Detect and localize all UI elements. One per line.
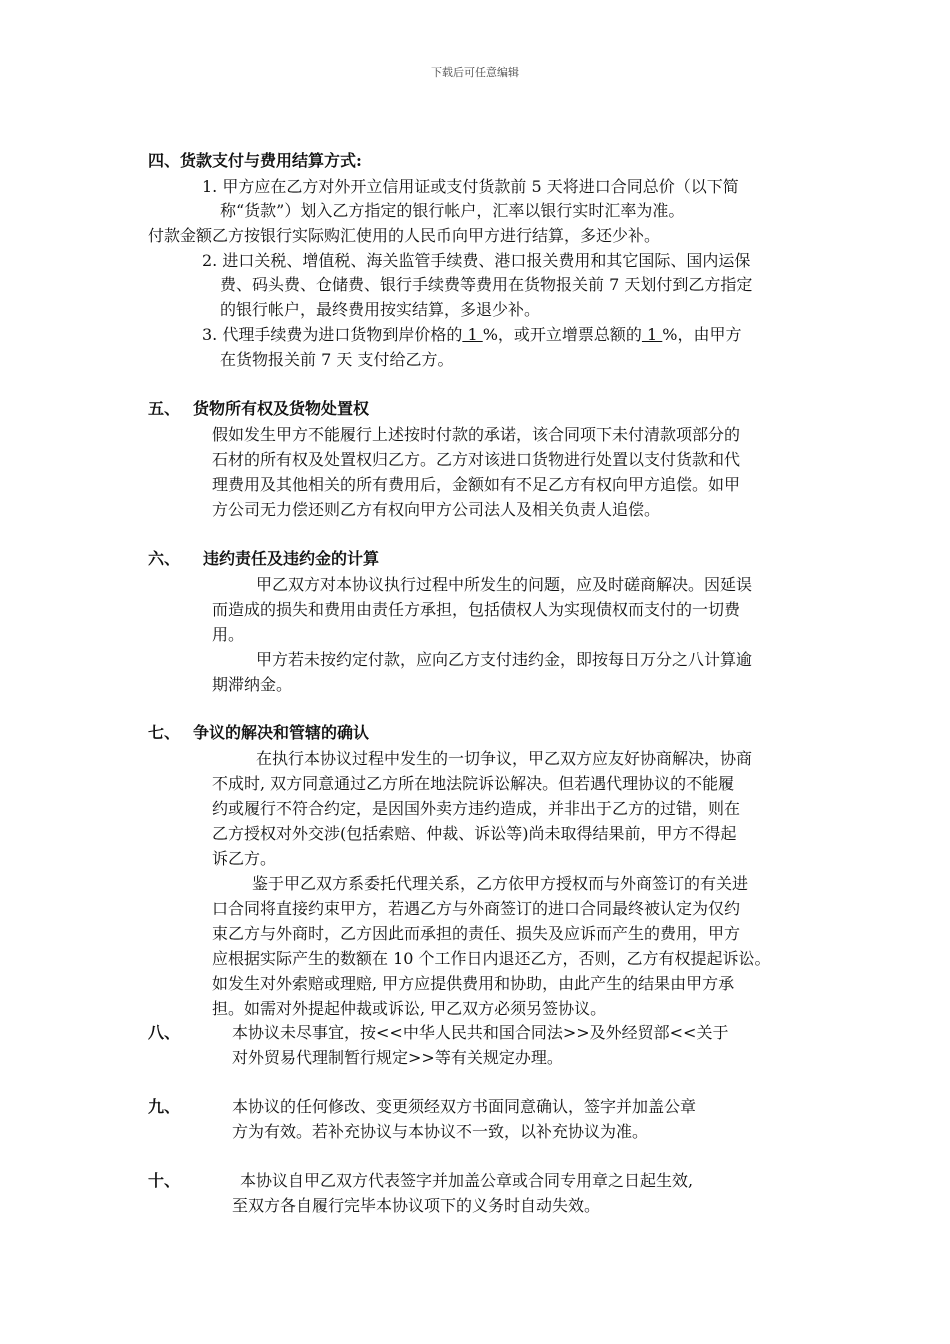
s7-para2-line1: 鉴于甲乙双方系委托代理关系，乙方依甲方授权而与外商签订的有关进 (252, 874, 749, 893)
s7-para2-line6: 担。如需对外提起仲裁或诉讼, 甲乙双方必须另签协议。 (212, 999, 607, 1018)
fee-rate-invoice: 1 (641, 325, 663, 344)
s4-item2-line2: 费、码头费、仓储费、银行手续费等费用在货物报关前 7 天划付到乙方指定 (220, 275, 753, 294)
s7-para1-line4: 乙方授权对外交涉(包括索赔、仲裁、诉讼等)尚未取得结果前，甲方不得起 (212, 824, 737, 843)
s7-para2-line5: 如发生对外索赔或理赔, 甲方应提供费用和协助，由此产生的结果由甲方承 (212, 974, 735, 993)
s5-line2: 石材的所有权及处置权归乙方。乙方对该进口货物进行处置以支付货款和代 (212, 450, 741, 469)
s4-item1-line2: 称“货款”）划入乙方指定的银行帐户，汇率以银行实时汇率为准。 (220, 201, 685, 220)
s9-line2: 方为有效。若补充协议与本协议不一致，以补充协议为准。 (232, 1122, 649, 1141)
section-7-number: 七、 (148, 723, 181, 742)
section-6-number: 六、 (148, 549, 181, 568)
s4-para-line1: 付款金额乙方按银行实际购汇使用的人民币向甲方进行结算，多还少补。 (148, 226, 661, 245)
s4-item3-mid: %，或开立增票总额的 (482, 325, 642, 344)
s4-item2-line3: 的银行帐户，最终费用按实结算，多退少补。 (220, 300, 541, 319)
s4-item3-post: %，由甲方 (662, 325, 742, 344)
s4-item3-line1 (202, 324, 742, 346)
s7-para1-line1: 在执行本协议过程中发生的一切争议，甲乙双方应友好协商解决，协商 (256, 749, 753, 768)
s6-para1-line1: 甲乙双方对本协议执行过程中所发生的问题，应及时磋商解决。因延误 (256, 575, 753, 594)
s10-line2: 至双方各自履行完毕本协议项下的义务时自动失效。 (232, 1196, 601, 1215)
s6-para2-line1: 甲方若未按约定付款，应向乙方支付违约金，即按每日万分之八计算逾 (256, 650, 753, 669)
s4-item1-line1: 1. 甲方应在乙方对外开立信用证或支付货款前 5 天将进口合同总价（以下简 (202, 177, 739, 196)
s6-para1-line2: 而造成的损失和费用由责任方承担，包括债权人为实现债权而支付的一切费 (212, 600, 741, 619)
section-7-title: 争议的解决和管辖的确认 (193, 723, 370, 742)
s7-para1-line3: 约或履行不符合约定，是因国外卖方违约造成，并非出于乙方的过错，则在 (212, 799, 741, 818)
s7-para2-line3: 束乙方与外商时，乙方因此而承担的责任、损失及应诉而产生的费用，甲方 (212, 924, 741, 943)
s5-line4: 方公司无力偿还则乙方有权向甲方公司法人及相关负责人追偿。 (212, 500, 661, 519)
section-5-title: 货物所有权及货物处置权 (193, 399, 370, 418)
s7-para1-line5: 诉乙方。 (212, 849, 277, 868)
s5-line1: 假如发生甲方不能履行上述按时付款的承诺，该合同项下未付清款项部分的 (212, 425, 741, 444)
s8-line2: 对外贸易代理制暂行规定>>等有关规定办理。 (232, 1048, 563, 1067)
section-4-title: 四、货款支付与费用结算方式: (148, 151, 362, 170)
s7-para2-line4: 应根据实际产生的数额在 10 个工作日内退还乙方，否则，乙方有权提起诉讼。 (212, 949, 771, 968)
s4-item2-line1: 2. 进口关税、增值税、海关监管手续费、港口报关费用和其它国际、国内运保 (202, 251, 751, 270)
s10-line1: 本协议自甲乙双方代表签字并加盖公章或合同专用章之日起生效, (240, 1171, 694, 1190)
s7-para1-line2: 不成时, 双方同意通过乙方所在地法院诉讼解决。但若遇代理协议的不能履 (212, 774, 735, 793)
s9-line1: 本协议的任何修改、变更须经双方书面同意确认，签字并加盖公章 (232, 1097, 697, 1116)
s6-para2-line2: 期滞纳金。 (212, 675, 293, 694)
page-header: 下载后可任意编辑 (431, 66, 519, 79)
section-8-number: 八、 (148, 1023, 181, 1042)
fee-rate-cif: 1 (462, 325, 483, 344)
s4-item3-line2: 在货物报关前 7 天 支付给乙方。 (220, 350, 454, 369)
s6-para1-line3: 用。 (212, 625, 245, 644)
s5-line3: 理费用及其他相关的所有费用后，金额如有不足乙方有权向甲方追偿。如甲 (212, 475, 741, 494)
section-6-title: 违约责任及违约金的计算 (203, 549, 380, 568)
section-9-number: 九、 (148, 1097, 181, 1116)
s8-line1: 本协议未尽事宜，按<<中华人民共和国合同法>>及外经贸部<<关于 (232, 1023, 729, 1042)
s4-item3-pre: 3. 代理手续费为进口货物到岸价格的 (202, 325, 463, 344)
section-5-number: 五、 (148, 399, 181, 418)
s7-para2-line2: 口合同将直接约束甲方，若遇乙方与外商签订的进口合同最终被认定为仅约 (212, 899, 741, 918)
section-10-number: 十、 (148, 1171, 181, 1190)
